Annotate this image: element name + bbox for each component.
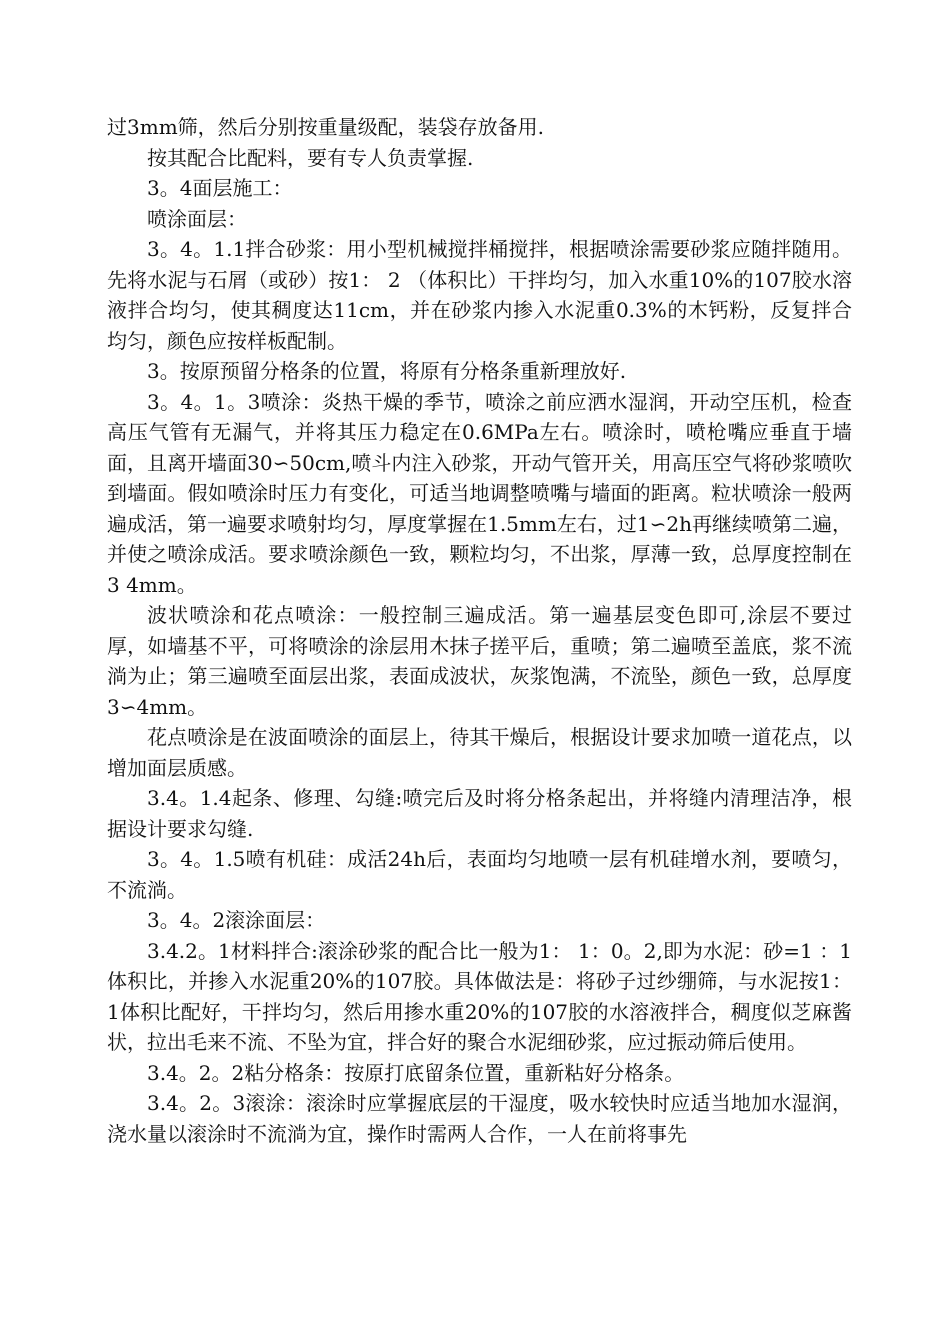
paragraph: 按其配合比配料，要有专人负责掌握. (147, 145, 474, 170)
section-heading: 3。4面层施工： (147, 176, 293, 200)
subsection-heading: 3。4。2滚涂面层： (147, 908, 326, 932)
document-body (107, 112, 852, 1149)
paragraph: 3.4。2。3滚涂：滚涂时应掌握底层的干湿度，吸水较快时应适当地加水湿润，浇水量以滚涂时不流淌为宜，操作时需两人合作，一人在前将事先 (107, 1091, 852, 1146)
paragraph: 3。4。1。3喷涂：炎热干燥的季节，喷涂之前应洒水湿润，开动空压机，检查高压气管有无漏气，并将其压力稳定在0.6MPa左右。喷涂时，喷枪嘴应垂直于墙面，且离开墙面30∽50cm,喷斗内注入砂浆，开动气管开关，用高压空气将砂浆喷吹到墙面。假如喷涂时压力有变化，可适当地调整喷嘴与墙面的距离。粒状喷涂一般两遍成活，第一遍要求喷射均匀，厚度掌握在1.5mm左右，过1∽2h再继续喷第二遍，并使之喷涂成活。要求喷涂颜色一致，颗粒均匀，不出浆，厚薄一致，总厚度控制在3 4mm。 (107, 389, 852, 597)
paragraph: 3。按原预留分格条的位置，将原有分格条重新理放好. (147, 359, 627, 383)
paragraph: 3。4。1.1拌合砂浆：用小型机械搅拌桶搅拌，根据喷涂需要砂浆应随拌随用。先将水泥与石屑（或砂）按1： 2 （体积比）干拌均匀，加入水重10%的107胶水溶液拌合均匀，使其稠度达11cm，并在砂浆内掺入水泥重0.3%的木钙粉，反复拌合均匀，颜色应按样板配制。 (107, 237, 852, 353)
paragraph: 波状喷涂和花点喷涂：一般控制三遍成活。第一遍基层变色即可,涂层不要过厚，如墙基不平，可将喷涂的涂层用木抹子搓平后，重喷；第二遍喷至盖底，浆不流淌为止；第三遍喷至面层出浆，表面成波状，灰浆饱满，不流坠，颜色一致，总厚度3∽4mm。 (107, 603, 852, 719)
paragraph: 3.4。2。2粘分格条：按原打底留条位置，重新粘好分格条。 (147, 1060, 685, 1085)
paragraph: 3。4。1.5喷有机硅：成活24h后，表面均匀地喷一层有机硅增水剂，要喷匀，不流淌。 (107, 847, 852, 902)
paragraph: 3.4.2。1材料拌合:滚涂砂浆的配合比一般为1： 1：0。2,即为水泥：砂=1 ：1体积比，并掺入水泥重20%的107胶。具体做法是：将砂子过纱绷筛，与水泥按1：1体积比配好，干拌均匀，然后用掺水重20%的107胶的水溶液拌合，稠度似芝麻酱状，拉出毛来不流、不坠为宜，拌合好的聚合水泥细砂浆，应过振动筛后使用。 (107, 938, 852, 1054)
paragraph: 花点喷涂是在波面喷涂的面层上，待其干燥后，根据设计要求加喷一道花点，以增加面层质感。 (107, 725, 852, 780)
paragraph: 3.4。1.4起条、修理、勾缝:喷完后及时将分格条起出，并将缝内清理洁净，根据设计要求勾缝. (107, 786, 852, 841)
subsection-heading: 喷涂面层： (147, 206, 247, 231)
paragraph: 过3mm筛，然后分别按重量级配，装袋存放备用. (107, 115, 545, 139)
